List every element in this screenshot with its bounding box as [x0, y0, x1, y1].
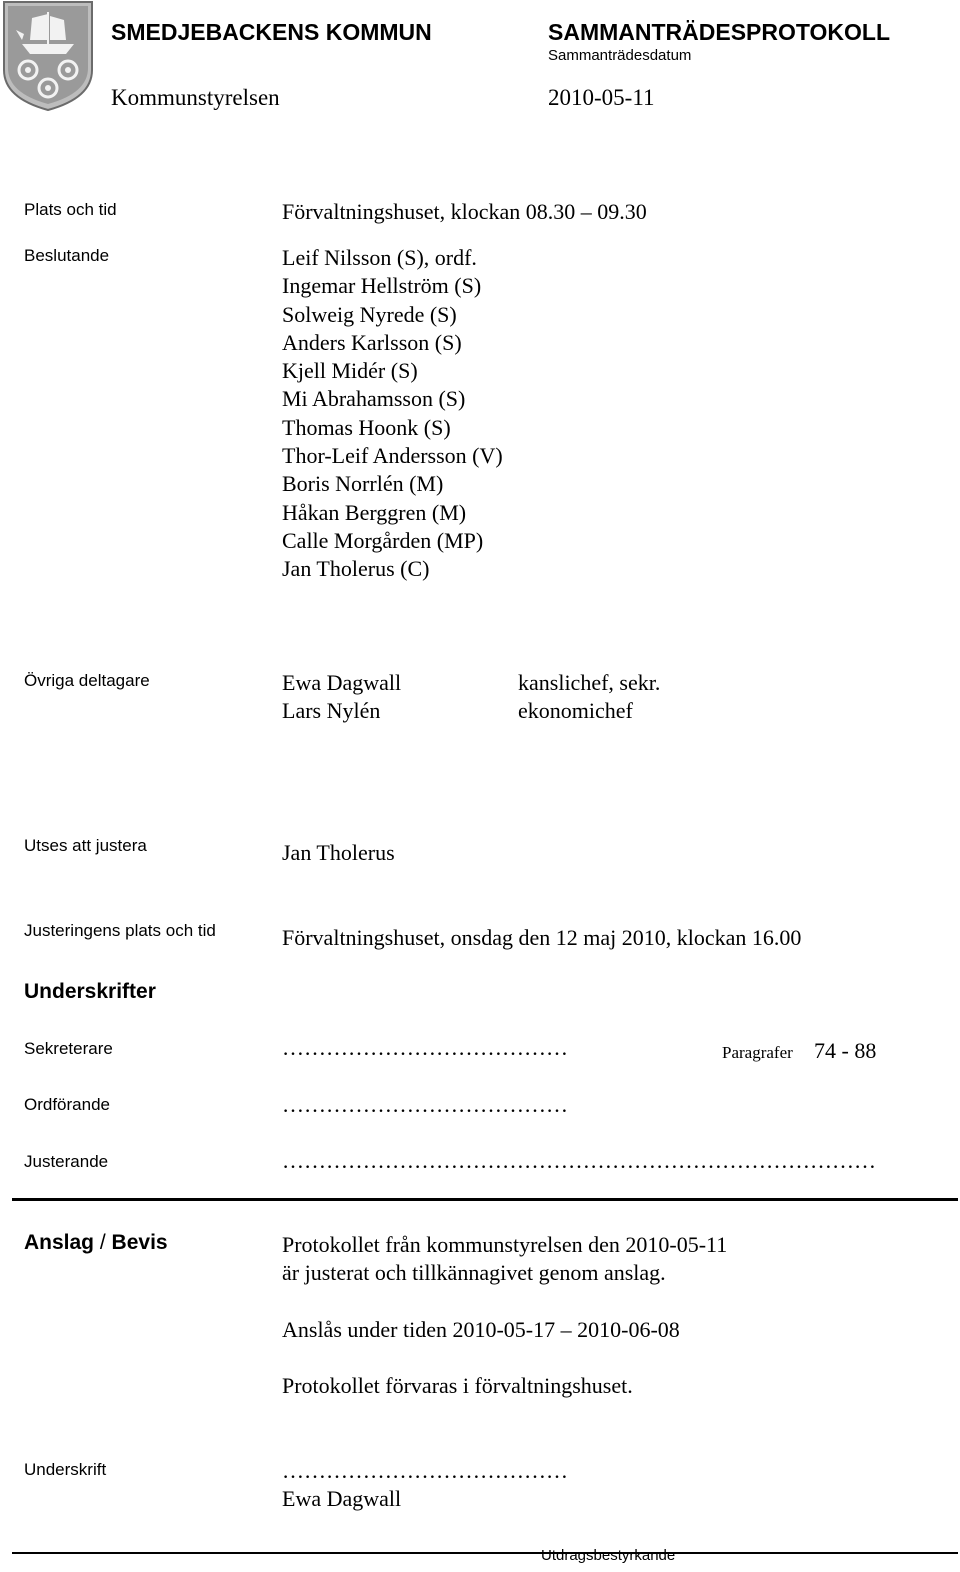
place-time-value: Förvaltningshuset, klockan 08.30 – 09.30: [282, 199, 647, 224]
adjuster-signature-line: ………………………………………………………………………: [282, 1148, 876, 1173]
notice-line-2: är justerat och tillkännagivet genom anslag.: [282, 1260, 666, 1285]
adjuster-label: Utses att justera: [24, 836, 147, 855]
chair-label: Ordförande: [24, 1095, 110, 1114]
other-participants-label: Övriga deltagare: [24, 671, 150, 690]
adjustment-place-time-label: Justeringens plats och tid: [24, 921, 216, 940]
paragraphs-label: Paragrafer: [722, 1043, 793, 1062]
member-item: Boris Norrlén (M): [282, 471, 444, 497]
organization-name: SMEDJEBACKENS KOMMUN: [111, 19, 432, 45]
secretary-label: Sekreterare: [24, 1039, 113, 1058]
footer-divider: [12, 1552, 958, 1554]
member-item: Ingemar Hellström (S): [282, 273, 482, 299]
participant-name: Lars Nylén: [282, 698, 381, 723]
member-item: Anders Karlsson (S): [282, 329, 462, 355]
participant-name: Ewa Dagwall: [282, 670, 402, 695]
section-divider: [12, 1198, 958, 1201]
meeting-date-label: Sammanträdesdatum: [548, 47, 692, 64]
decision-makers-list: [282, 244, 503, 584]
signature-line: …………………………………: [282, 1458, 568, 1483]
notice-heading-anslag: Anslag: [24, 1231, 95, 1254]
governing-body: Kommunstyrelsen: [111, 85, 280, 110]
notice-heading-separator: /: [99, 1231, 106, 1254]
place-time-label: Plats och tid: [24, 200, 117, 219]
signature-label: Underskrift: [24, 1460, 107, 1479]
signature-name: Ewa Dagwall: [282, 1486, 402, 1511]
member-item: Kjell Midér (S): [282, 358, 418, 384]
member-item: Mi Abrahamsson (S): [282, 386, 466, 412]
member-item: Calle Morgården (MP): [282, 527, 484, 553]
participant-role: kanslichef, sekr.: [518, 670, 661, 695]
document-type: SAMMANTRÄDESPROTOKOLL: [548, 19, 891, 45]
secretary-signature-line: …………………………………: [282, 1035, 568, 1060]
adjuster-name: Jan Tholerus: [282, 840, 395, 865]
notice-line-1: Protokollet från kommunstyrelsen den 2010-05-11: [282, 1232, 728, 1257]
participant-role: ekonomichef: [518, 698, 633, 723]
meeting-date: 2010-05-11: [548, 85, 655, 110]
chair-signature-line: …………………………………: [282, 1092, 568, 1117]
member-item: Solweig Nyrede (S): [282, 301, 457, 327]
notice-posting-period: Anslås under tiden 2010-05-17 – 2010-06-08: [282, 1317, 680, 1342]
notice-heading: [24, 1231, 168, 1255]
member-item: Thor-Leif Andersson (V): [282, 443, 503, 469]
adjuster-signature-label: Justerande: [24, 1152, 109, 1171]
municipal-coat-of-arms-logo: [2, 0, 94, 112]
member-item: Jan Tholerus (C): [282, 556, 430, 582]
adjustment-place-time-value: Förvaltningshuset, onsdag den 12 maj 2010, klockan 16.00: [282, 925, 802, 950]
notice-heading-bevis: Bevis: [111, 1231, 168, 1254]
signatures-heading: Underskrifter: [24, 980, 156, 1003]
paragraphs-value: 74 - 88: [814, 1038, 877, 1063]
member-item: Håkan Berggren (M): [282, 499, 467, 525]
notice-storage: Protokollet förvaras i förvaltningshuset.: [282, 1373, 633, 1398]
member-item: Leif Nilsson (S), ordf.: [282, 245, 477, 270]
decision-makers-label: Beslutande: [24, 246, 110, 265]
extract-certifier-label: Utdragsbestyrkande: [541, 1547, 676, 1564]
member-item: Thomas Hoonk (S): [282, 414, 451, 440]
